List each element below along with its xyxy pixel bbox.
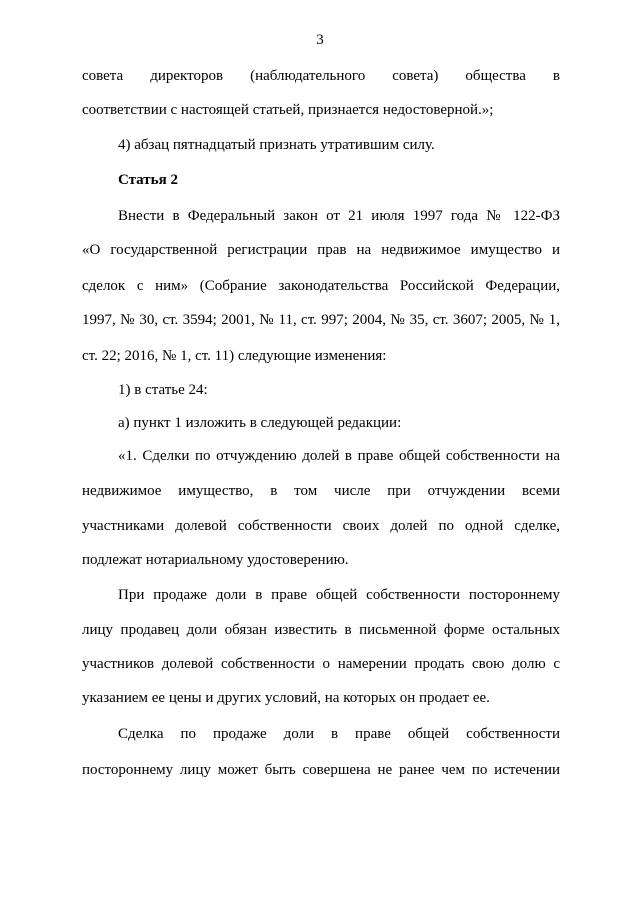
- text-line: совета директоров (наблюдательного совета) общества в: [82, 68, 560, 84]
- text-line: «1. Сделки по отчуждению долей в праве общей собственности на: [118, 448, 560, 464]
- text-line: 1) в статье 24:: [118, 382, 208, 398]
- text-line: 4) абзац пятнадцатый признать утратившим силу.: [118, 137, 435, 153]
- text-line: постороннему лицу может быть совершена не ранее чем по истечении: [82, 762, 560, 778]
- text-line: Сделка по продаже доли в праве общей собственности: [118, 726, 560, 742]
- text-line: соответствии с настоящей статьей, признается недостоверной.»;: [82, 102, 494, 118]
- text-line: а) пункт 1 изложить в следующей редакции:: [118, 415, 402, 431]
- text-line: указанием ее цены и других условий, на которых он продает ее.: [82, 690, 490, 706]
- text-line: ст. 22; 2016, № 1, ст. 11) следующие изменения:: [82, 348, 387, 364]
- text-line: подлежат нотариальному удостоверению.: [82, 552, 349, 568]
- text-line: При продаже доли в праве общей собственности постороннему: [118, 587, 560, 603]
- text-line: «О государственной регистрации прав на недвижимое имущество и: [82, 242, 560, 258]
- text-line: 1997, № 30, ст. 3594; 2001, № 11, ст. 997; 2004, № 35, ст. 3607; 2005, № 1,: [82, 312, 560, 328]
- article-heading: Статья 2: [118, 172, 178, 188]
- text-line: сделок с ним» (Собрание законодательства Российской Федерации,: [82, 278, 560, 294]
- page-number: 3: [316, 32, 324, 48]
- text-line: участниками долевой собственности своих долей по одной сделке,: [82, 518, 560, 534]
- text-line: участников долевой собственности о намерении продать свою долю с: [82, 656, 560, 672]
- text-line: недвижимое имущество, в том числе при отчуждении всеми: [82, 483, 560, 499]
- text-line: Внести в Федеральный закон от 21 июля 1997 года № 122-ФЗ: [118, 208, 560, 224]
- text-line: лицу продавец доли обязан известить в письменной форме остальных: [82, 622, 560, 638]
